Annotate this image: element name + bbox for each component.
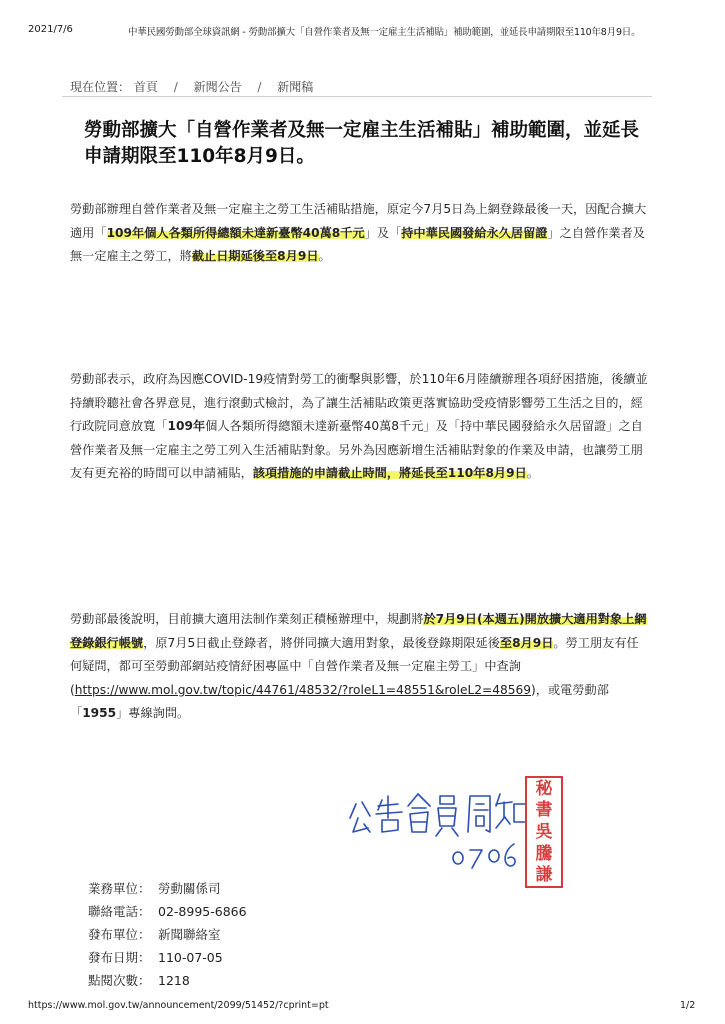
release-info: [88, 877, 247, 992]
official-seal: 秘 書 吳 騰 謙: [525, 776, 563, 888]
page-number: 1/2: [680, 1000, 696, 1011]
info-row-date: 發布日期： 110-07-05: [88, 950, 223, 965]
breadcrumb-news[interactable]: 新聞公告: [193, 80, 242, 94]
breadcrumb: [70, 78, 313, 95]
highlight-deadline: 截止日期延後至8月9日: [191, 249, 319, 263]
breadcrumb-home[interactable]: 首頁: [133, 80, 158, 94]
hotline-number: 1955: [82, 706, 117, 720]
handwritten-note: [348, 766, 528, 876]
info-row-phone: 聯絡電話： 02-8995-6866: [88, 904, 247, 919]
article-paragraph-2: 勞動部表示，政府為因應COVID-19疫情對勞工的衝擊與影響，於110年6月陸續辦理各項紓困措施，後續並持續聆聽社會各界意見，進行滾動式檢討，為了讓生活補貼政策更落實協助受疫情影響勞工生活之目的，經行政院同意放寬「109年個人各類所得總額未達新臺幣40萬8千元」及「持中華民國發給永久居留證」之自營作業者及無一定雇主之勞工列入生活補貼對象。另外為因應新增生活補貼對象的作業及申請，也讓勞工朋友有更充裕的時間可以申請補貼，該項措施的申請截止時間，將延長至110年8月9日。: [70, 372, 648, 480]
topic-link[interactable]: https://www.mol.gov.tw/topic/44761/48532/?roleL1=48551&roleL2=48569: [74, 682, 531, 697]
breadcrumb-separator: /: [257, 80, 262, 94]
info-row-publisher: 發布單位： 新聞聯絡室: [88, 927, 221, 942]
highlight-permanent-residence: 持中華民國發給永久居留證: [401, 225, 548, 240]
article-paragraph-1: 勞動部辦理自營作業者及無一定雇主之勞工生活補貼措施，原定今7月5日為上網登錄最後一天，因配合擴大適用「109年個人各類所得總額未達新臺幣40萬8千元」及「持中華民國發給永久居留證」之自營作業者及無一定雇主之勞工，將截止日期延後至8月9日。: [70, 202, 647, 263]
highlight-final-date: 至8月9日: [499, 635, 554, 650]
divider: [62, 96, 652, 97]
article-title: 勞動部擴大「自營作業者及無一定雇主生活補貼」補助範圍，並延長申請期限至110年8月9日。: [84, 120, 640, 167]
breadcrumb-press-release[interactable]: 新聞稿: [277, 80, 314, 94]
info-row-views: 點閱次數： 1218: [88, 973, 190, 988]
print-page-title: 中華民國勞動部全球資訊網 - 勞動部擴大「自營作業者及無一定雇主生活補貼」補助範圍，並延長申請期限至110年8月9日。: [128, 27, 641, 38]
info-row-department: 業務單位： 勞動關係司: [88, 881, 221, 896]
article-paragraph-3: 勞動部最後說明，目前擴大適用法制作業刻正積極辦理中，規劃將於7月9日(本週五)開放擴大適用對象上網登錄銀行帳號，原7月5日截止登錄者，將併同擴大適用對象，最後登錄期限延後至8月9日。勞工朋友有任何疑問，都可至勞動部網站疫情紓困專區中「自營作業者及無一定雇主勞工」中查詢(https://www.mol.gov.tw/topic/44761/48532/?roleL1=48551&roleL2=48569)，或電勞動部「1955」專線詢問。: [70, 612, 647, 720]
breadcrumb-separator: /: [173, 80, 178, 94]
breadcrumb-label: 現在位置：: [70, 80, 131, 94]
print-url: https://www.mol.gov.tw/announcement/2099/51452/?cprint=pt: [28, 1000, 329, 1011]
highlight-extended-deadline: 該項措施的申請截止時間，將延長至110年8月9日: [252, 466, 527, 480]
highlight-bank-account-registration: 於7月9日(本週五)開放擴大適用對象上網登錄銀行帳號: [70, 612, 647, 650]
highlight-income-threshold: 109年個人各類所得總額未達新臺幣40萬8千元: [106, 225, 365, 240]
print-date: 2021/7/6: [28, 24, 73, 35]
